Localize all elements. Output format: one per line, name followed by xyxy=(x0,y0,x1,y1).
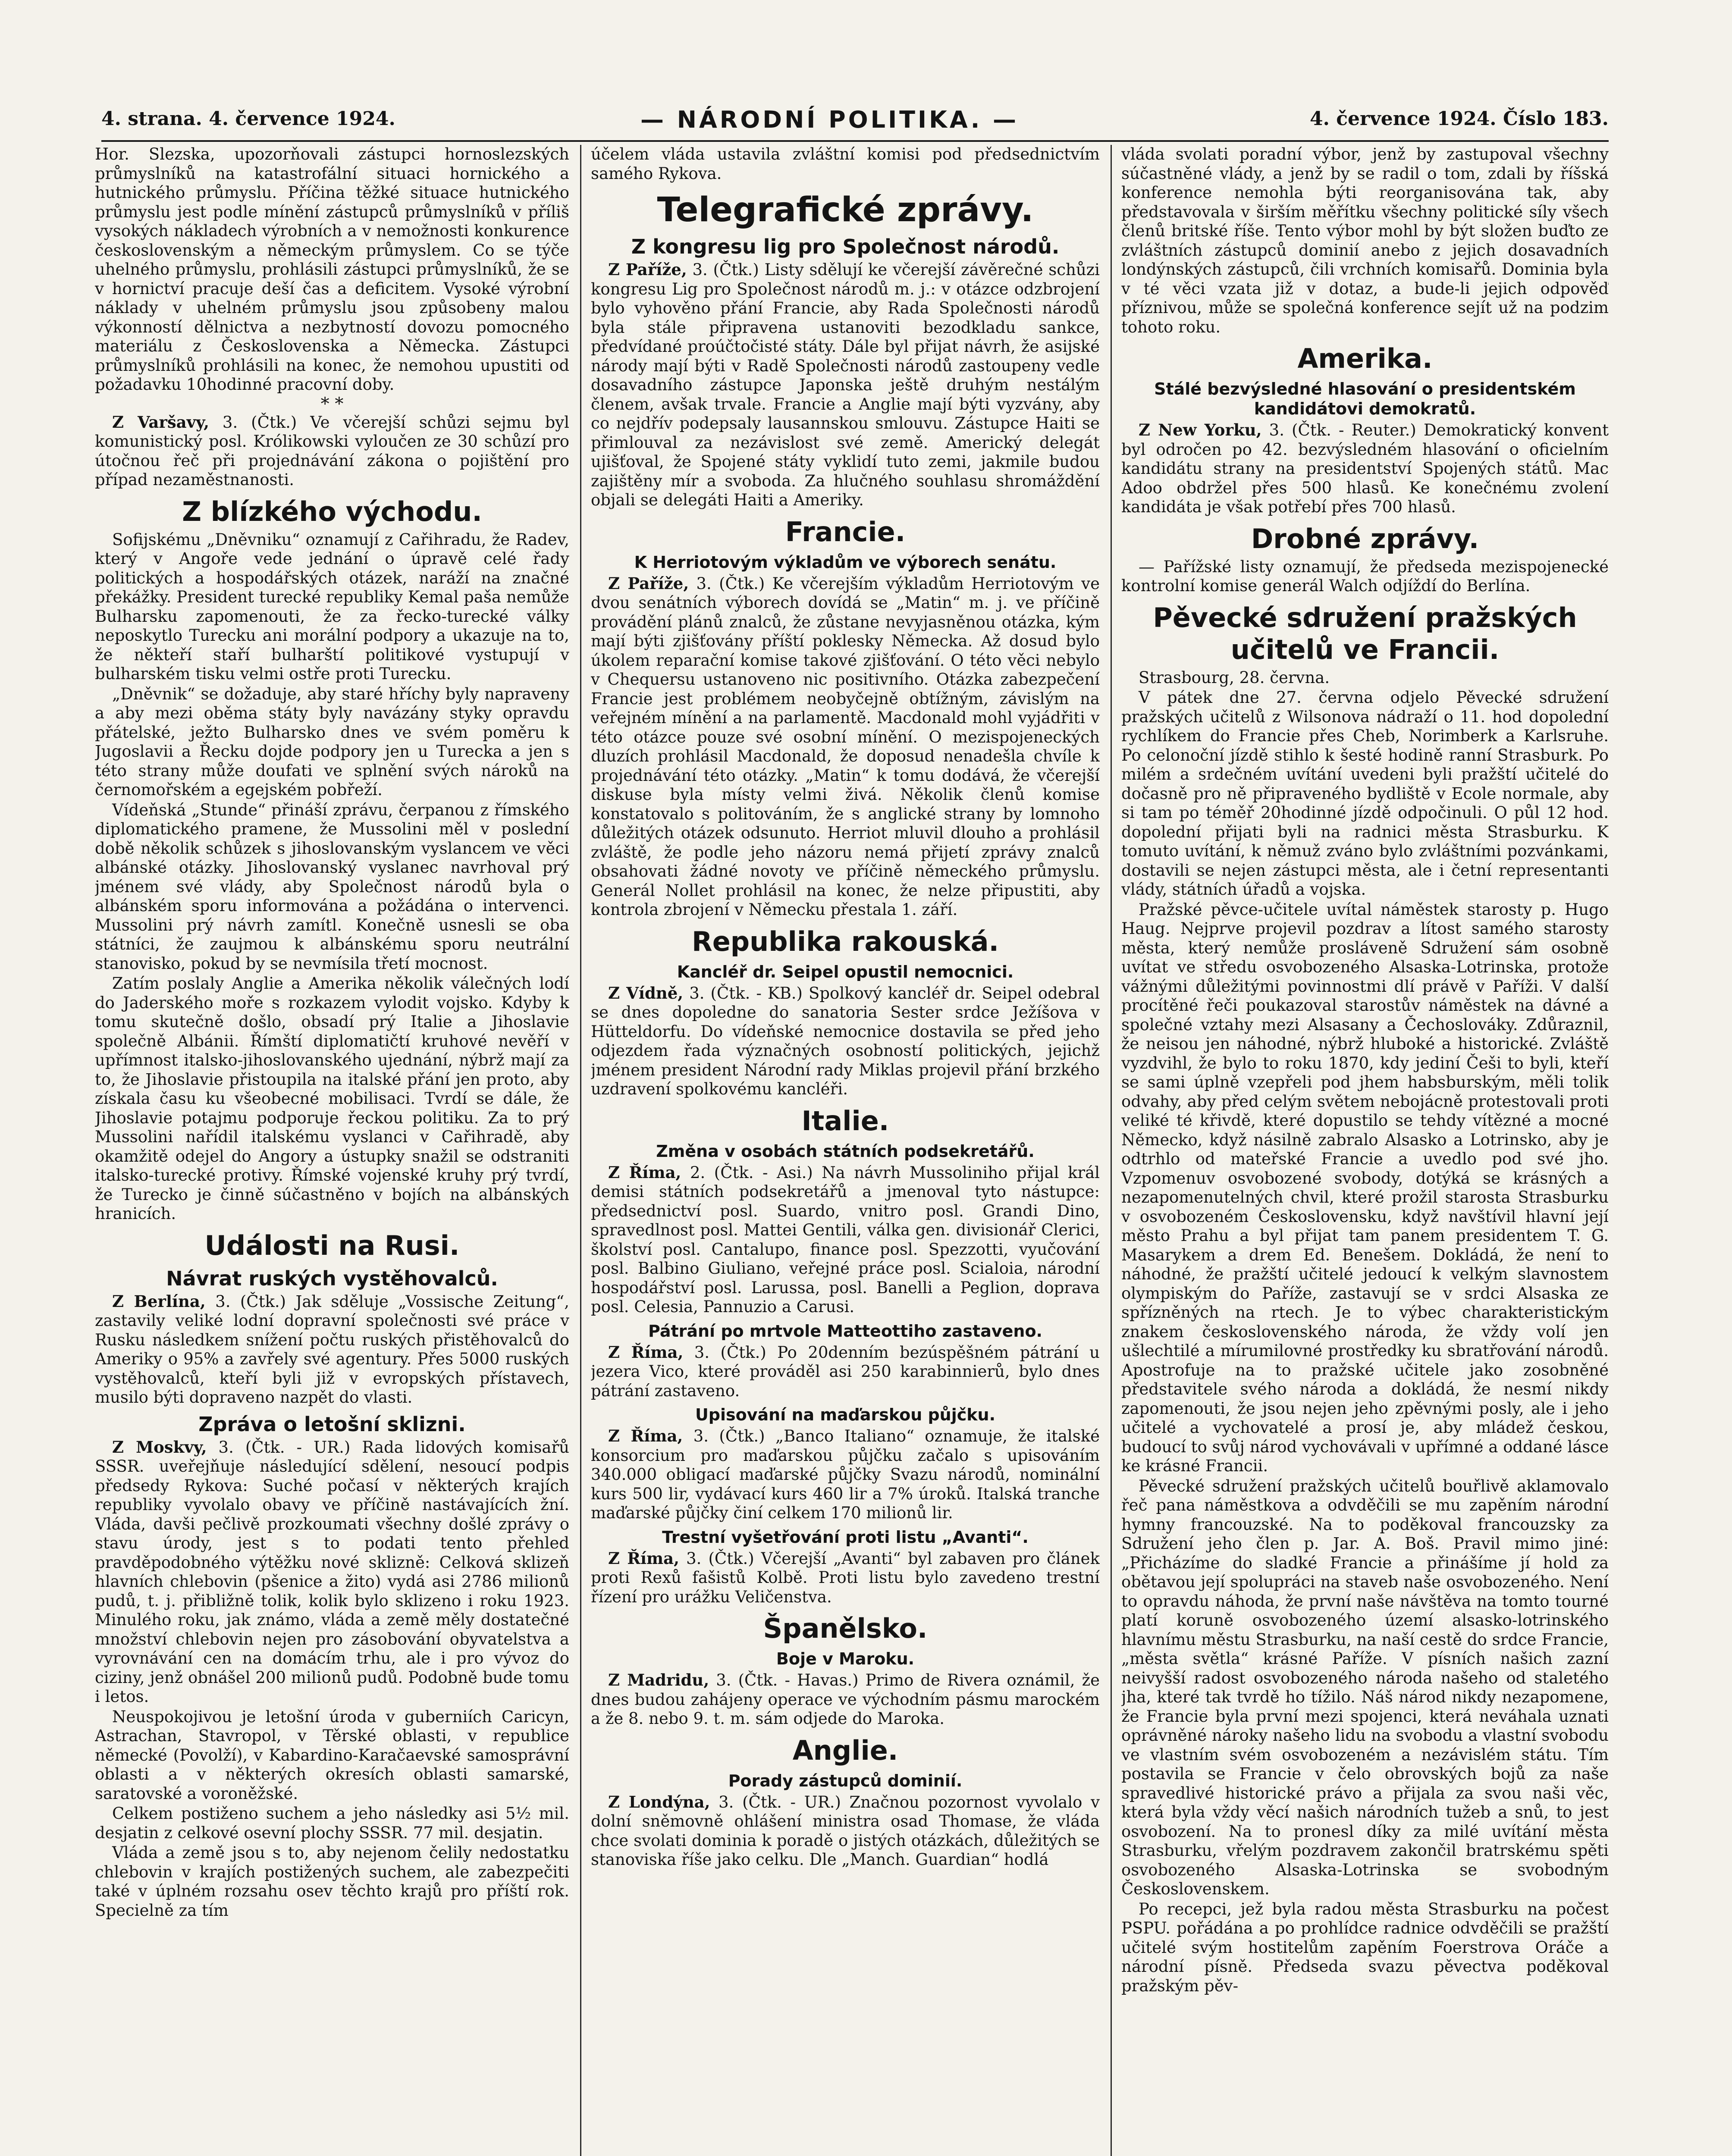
article-paragraph xyxy=(95,1804,569,1843)
paragraph-text: 3. (Čtk.) Jak sděluje „Vossische Zeitung“, zastavily veliké lodní dopravní společnosti své práce v Rusku následkem snížení počtu ruských přistěhovalců do Ameriky o 95% a zavřely své agentury. Přes 5000 ruských vystěhovalců, kteří byli již v evropských přístavech, musilo býti dopraveno nazpět do vlasti. xyxy=(95,1292,569,1407)
dateline: Z Paříže, xyxy=(608,573,689,593)
section-heading: Amerika. xyxy=(1297,343,1433,374)
section-heading: Republika rakouská. xyxy=(691,925,999,957)
dateline: Z Říma, xyxy=(608,1163,681,1182)
article-paragraph xyxy=(1121,420,1609,517)
paragraph-text: účelem vláda ustavila zvláštní komisi pod předsednictvím samého Rykova. xyxy=(591,145,1100,183)
article-paragraph xyxy=(591,1549,1100,1607)
column-2 xyxy=(591,145,1100,2156)
article-paragraph xyxy=(95,974,569,1224)
article-paragraph xyxy=(591,1426,1100,1523)
article-headline: Porady zástupců dominií. xyxy=(728,1771,963,1790)
article-paragraph xyxy=(1121,1900,1609,1996)
paragraph-text: 3. (Čtk. - UR.) Rada lidových komisařů SSSR. uveřejňuje následující sdělení, nesoucí podpis předsedy Rykova: Suché počasí v některých krajích republiky vyvolalo obavy ve příčině nastávajících žní. Vláda, davši pečlivě prozkoumati všechny došlé zprávy o stavu úrody, jest s to podati tento přehled pravděpodobného výtěžku nové sklizně: Celková sklizeň hlavních chlebovin (pšenice a žito) vydá asi 2786 milionů pudů, t. j. přibližně tolik, kolik bylo sklizeno i roku 1923. Minulého roku, jak známo, vláda a země měly dostatečné množství chlebovin nejen pro zásobování obyvatelstva a vyrovnávání cen na domácím trhu, ale i pro vývoz do ciziny, jenž obnášel 200 milionů pudů. Podobně bude tomu i letos. xyxy=(95,1438,569,1706)
section-heading: Italie. xyxy=(801,1105,889,1137)
paragraph-text: 3. (Čtk.) Ve včerejší schůzi sejmu byl komunistický posl. Królikowski vyloučen ze 30 schůzí pro útočnou řeč při projednávání zákona o pojištění pro případ nezaměstnanosti. xyxy=(95,413,569,489)
dateline: Z Říma, xyxy=(608,1426,683,1445)
article-headline: Z kongresu lig pro Společnost národů. xyxy=(631,235,1060,258)
article-headline: Pátrání po mrtvole Matteottiho zastaveno. xyxy=(648,1321,1042,1341)
article-paragraph xyxy=(1121,688,1609,899)
paragraph-text: Celkem postiženo suchem a jeho následky asi 5½ mil. desjatin z celkové osevní plochy SSSR. 77 mil. desjatin. xyxy=(95,1804,569,1842)
dateline: Z New Yorku, xyxy=(1139,420,1262,439)
article-paragraph xyxy=(95,530,569,684)
article-paragraph xyxy=(1121,558,1609,596)
paragraph-text: Strasbourg, 28. června. xyxy=(1139,668,1330,687)
article-paragraph xyxy=(591,984,1100,1099)
article-paragraph xyxy=(95,685,569,800)
article-paragraph xyxy=(591,1792,1100,1870)
paragraph-text: „Dněvnik“ se dožaduje, aby staré hříchy byly napraveny a aby mezi oběma státy byly navázány styky opravdu přátelské, ježto Bulharsko dnes ve svém poměru k Jugoslavii a Řecku dojde podpory jen u Turecka a jen s této strany může doufati ve splnění svých nároků na černomořském a egejském pobřeží. xyxy=(95,684,569,799)
column-3 xyxy=(1121,145,1609,2156)
paragraph-text: 3. (Čtk.) Včerejší „Avanti“ byl zabaven pro článek proti Rexů fašistů Kolbě. Proti listu bylo zavedeno trestní řízení pro urážku Veličenstva. xyxy=(591,1549,1100,1606)
section-heading: Francie. xyxy=(785,516,906,548)
article-paragraph xyxy=(95,1843,569,1920)
dateline: Z Říma, xyxy=(608,1548,680,1568)
section-separator: * * xyxy=(320,394,344,414)
article-paragraph xyxy=(591,145,1100,183)
section-heading: Anglie. xyxy=(792,1734,898,1766)
dateline: Z Moskvy, xyxy=(112,1437,207,1457)
dateline: Z Londýna, xyxy=(608,1792,710,1811)
article-paragraph xyxy=(591,1343,1100,1401)
paragraph-text: 3. (Čtk. - KB.) Spolkový kancléř dr. Seipel odebral se dnes dopoledne do sanatoria Sester srdce Ježíšova v Hütteldorfu. Do vídeňské nemocnice dostavila se před jeho odjezdem řada význačných osobností politických, jejichž jménem president Národní rady Miklas projevil přání brzkého uzdravení spolkovému kancléři. xyxy=(591,984,1100,1098)
paragraph-text: Po recepci, jež byla radou města Strasburku na počest PSPU. pořádána a po prohlídce radnice odvděčili se pražští učitelé svým hostitelům zapěním Foerstrova Oráče a národní písně. Předseda svazu pěvectva poděkoval pražským pěv- xyxy=(1121,1899,1609,1995)
paragraph-text: Vláda a země jsou s to, aby nejenom čelily nedostatku chlebovin v krajích postižených suchem, ale zabezpečiti také v úplném rozsahu osev těchto krajů pro příští rok. Specielně za tím xyxy=(95,1843,569,1920)
paragraph-text: 3. (Čtk.) „Banco Italiano“ oznamuje, že italské konsorcium pro maďarskou půjčku začalo s upisováním 340.000 obligací maďarské půjčky Svazu národů, nominální kurs 500 lir, vydávací kurs 460 lir a 7% úroků. Italská tranche maďarské půjčky činí celkem 170 milionů lir. xyxy=(591,1427,1100,1522)
article-paragraph xyxy=(1121,900,1609,1476)
column-divider xyxy=(580,145,581,2156)
paragraph-text: V pátek dne 27. června odjelo Pěvecké sdružení pražských učitelů z Wilsonova nádraží o 11. hod dopolední rychlíkem do Francie přes Cheb, Norimberk a Karlsruhe. Po celonoční jízdě stihlo k šesté hodině ranní Strasburk. Po milém a srdečném uvítání uvedeni byli pražští učitelé do dočasně pro ně připraveného bydliště v Ecole normale, aby si tam po téměř 20hodinné jízdě odpočinuli. O půl 12 hod. dopolední přijati byli na radnici města Strasburku. K tomuto uvítání, k němuž zváno bylo zvláštními pozvánkami, dostavili se nejen zástupci města, ale i četní representanti vlády, státních úřadů a vojska. xyxy=(1121,688,1609,899)
article-paragraph xyxy=(1121,668,1609,688)
article-paragraph xyxy=(95,1292,569,1407)
newspaper-title: — NÁRODNÍ POLITIKA. — xyxy=(640,106,1019,133)
dateline: Z Paříže, xyxy=(608,260,687,279)
article-paragraph xyxy=(95,1438,569,1707)
article-headline: Boje v Maroku. xyxy=(776,1649,915,1668)
section-heading: Telegrafické zprávy. xyxy=(657,191,1034,229)
paragraph-text: vláda svolati poradní výbor, jenž by zastupoval všechny súčastněné vlády, a jenž by se radil o tom, zdali by říšská konference nemohla býti reorganisována tak, aby představovala v širším měřítku všechny politické síly všech členů britské říše. Tento výbor mohl by být složen buďto ze zvláštních zástupců dominií anebo z jejich dosavadních londýnských zástupců, čili vrchních komisařů. Dominia byla v té věci vzata již v dotaz, a bude-li jejich odpověď příznivou, může se společná konference sejít už na podzim tohoto roku. xyxy=(1121,145,1609,336)
paragraph-text: 3. (Čtk.) Ke včerejším výkladům Herriotovým ve dvou senátních výborech dovídá se „Matin“ m. j. ve příčině provádění plánů znalců, že zůstane nevyjasněnou otázka, kým mají býti zjišťovány příští poklesky Německa. Až dosud bylo úkolem reparační komise takové zjišťování. O této věci nebylo v Chequersu ustanoveno nic positivního. Otázka zabezpečení Francie jest problémem neobyčejně obtížným, závislým na veřejném mínění a na parlamentě. Macdonald mohl vyjádřiti v této otázce pouze své osobní mínění. O mezispojeneckých dluzích prohlásil Macdonald, že doposud nenadešla chvíle k projednávání této otázky. „Matin“ k tomu dodává, že včerejší diskuse byla místy velmi živá. Několik členů komise konstatovalo s politováním, že s anglické strany by lomnoho důležitých otázek odsunuto. Herriot mluvil dlouho a prohlásil zvláště, že podle jeho názoru nemá přijetí zprávy znalců obsahovati žádné novoty ve příčině německého průmyslu. Generál Nollet prohlásil na konec, že nelze připustiti, aby kontrola zbrojení v Německu přestala 1. září. xyxy=(591,574,1100,919)
dateline: Z Madridu, xyxy=(608,1670,709,1689)
paragraph-text: Vídeňská „Stunde“ přináší zprávu, čerpanou z římského diplomatického pramene, že Mussolini měl v poslední době několik schůzek s jihoslovanským vyslancem ve věci albánské otázky. Jihoslovanský vyslanec navrhoval prý jménem své vlády, aby Společnost národů byla o albánském sporu informována a požádána o intervenci. Mussolini prý návrh zamítl. Konečně usnesli se oba státníci, že zaujmou k albánskému sporu neutrální stanovisko, pokud by se nevmísila třetí mocnost. xyxy=(95,800,569,973)
article-headline: Návrat ruských vystěhovalců. xyxy=(166,1266,498,1290)
masthead xyxy=(101,108,1609,138)
article-paragraph xyxy=(95,145,569,395)
paragraph-text: Sofijskému „Dněvniku“ oznamují z Cařihradu, že Radev, který v Angoře vede jednání o úpravě celé řady politických a hospodářských otázek, naráží na značné překážky. President turecké republiky Kemal paša nemůže Bulharsku zapomenouti, že za řecko-turecké války neposkytlo Turecku ani morální podpory a ukazuje na to, že někteří staří bulharští politikové vystupují v bulharském tisku velmi ostře proti Turecku. xyxy=(95,530,569,683)
article-paragraph xyxy=(95,801,569,974)
article-paragraph xyxy=(591,1163,1100,1317)
article-paragraph xyxy=(1121,145,1609,337)
paragraph-text: 3. (Čtk.) Listy sdělují ke včerejší závěrečné schůzi kongresu Lig pro Společnost národů m. j.: v otázce odzbrojení bylo vyhověno přání Francie, aby Rada Společnosti národů byla stále připravena ustanoviti bezodkladu sankce, předvídané proúčtočisté státy. Dále byl přijat návrh, že asijské národy mají býti v Radě Společnosti národů zastoupeny vedle dosavadního zástupce Japonska ještě druhým nestálým členem, avšak trvale. Francie a Anglie mají býti vyzvány, aby co nejdřív podepsaly lausannskou smlouvu. Zástupce Haiti se přimlouval za nezávislost své země. Americký delegát ujišťoval, že Spojené státy vyklidí tuto zemi, jakmile budou zajištěny mír a svoboda. Za hlučného souhlasu shromáždění objali se delegáti Haiti a Ameriky. xyxy=(591,260,1100,509)
article-paragraph xyxy=(591,260,1100,510)
header-rule xyxy=(101,140,1609,142)
article-headline: Kancléř dr. Seipel opustil nemocnici. xyxy=(677,962,1014,981)
issue-number: 4. července 1924. Číslo 183. xyxy=(1309,108,1609,130)
paragraph-text: 2. (Čtk. - Asi.) Na návrh Mussoliniho přijal král demisi státních podsekretářů a jmenoval tyto nástupce: předsednictví posl. Suardo, vnitro posl. Grandi Dino, spravedlnost posl. Mattei Gentili, válka gen. divisionář Clerici, školství posl. Cantalupo, finance posl. Spezzotti, vyučování posl. Balbino Giuliano, veřejné práce posl. Scialoia, národní hospodářství posl. Larussa, posl. Banelli a Peglion, doprava posl. Celesia, Pannuzio a Carusi. xyxy=(591,1163,1100,1316)
paragraph-text: 3. (Čtk. - UR.) Značnou pozornost vyvolalo v dolní sněmovně ohlášení ministra osad Thomase, že vláda chce svolati dominia k poradě o jistých otázkách, důležitých se stanoviska říše jako celku. Dle „Manch. Guardian“ hodlá xyxy=(591,1792,1100,1869)
dateline: Z Říma, xyxy=(608,1342,684,1362)
section-heading: Pěvecké sdružení pražských učitelů ve Francii. xyxy=(1153,602,1577,665)
paragraph-text: Pražské pěvce-učitele uvítal náměstek starosty p. Hugo Haug. Nejprve projevil pozdrav a lítost samého starosty města, který nemůže prosláveně Sdružení sám osobně uvítat ve středu osvobozeného Alsaska-Lotrinska, protože vážnými důležitými povinnostmi dlí právě v Paříži. V další procítěné řeči poukazoval starostův náměstek na dávné a společné vztahy mezi Alsasany a Čechoslováky. Zdůraznil, že neisou jen náhodné, nýbrž hluboké a historické. Zvláště vyzdvihl, že bylo to roku 1870, kdy jediní Češi to byli, kteří se sami úplně vzepřeli pod jhem habsburským, měli tolik odvahy, aby před celým světem nebojácně protestovali proti veliké té křivdě, které dopustilo se tehdy vítězné a mocné Německo, když násilně zabralo Alsasko a Lotrinsko, aby je odtrhlo od mateřské Francie a uvedlo pod své jho. Vzpomenuv osvobozené svobody, dotýká se krásných a nezapomenutelných chvil, které prožil starosta Strasburku v osvobozeném Československu, když navštívil hlavní její město Prahu a byl přijat tam panem presidentem T. G. Masarykem a drem Ed. Benešem. Dokládá, že není to náhodné, že pražští učitelé jedoucí k velkým slavnostem olympiským do Paříže, zastavují se v srdci Alsaska ze spřízněných na rtech. Je to výbec charakteristickým znakem československého národa, že vždy volí jen ušlechtilé a mírumilovné prostředky ku sbratřování národů. Apostrofuje na to pražské učitele jako zosobněné představitele svého národa a dokládá, že nesmí nikdy zapomenouti, že jsou nejen jeho zpěvnými posly, ale i jeho učitelé a vychovatelé a prosí je, aby mládež českou, budoucí to svůj národ vychovávali v upřímné a oddané lásce ke krásné Francii. xyxy=(1121,900,1609,1475)
article-paragraph xyxy=(95,1708,569,1804)
dateline: Z Varšavy, xyxy=(112,412,209,432)
article-headline: K Herriotovým výkladům ve výborech senátu. xyxy=(634,552,1057,572)
paragraph-text: Neuspokojivou je letošní úroda v guberniích Caricyn, Astrachan, Stavropol, v Těrské oblasti, v republice německé (Povolží), v Kabardino-Karačaevské samosprávní oblasti a v některých okresích oblasti samarské, saratovské a voroněžské. xyxy=(95,1707,569,1803)
page-number-date: 4. strana. 4. července 1924. xyxy=(101,108,395,130)
article-headline: Změna v osobách státních podsekretářů. xyxy=(656,1141,1035,1161)
section-heading: Drobné zprávy. xyxy=(1251,523,1479,555)
section-heading: Události na Rusi. xyxy=(204,1229,460,1261)
article-paragraph xyxy=(1121,1477,1609,1899)
article-paragraph xyxy=(95,413,569,490)
article-headline: Zpráva o letošní sklizni. xyxy=(198,1412,466,1436)
article-paragraph xyxy=(591,574,1100,920)
column-divider xyxy=(1111,145,1112,2156)
paragraph-text: Zatím poslaly Anglie a Amerika několik válečných lodí do Jaderského moře s rozkazem vylodit vojsko. Kdyby k tomu skutečně došlo, obsadí prý Italie a Jihoslavie společně Albánii. Římští diplomatičtí kruhové nevěří v upřímnost italsko-jihoslovanského ujednání, nýbrž mají za to, že Jihoslavie přistoupila na italské přání jen proto, aby získala času ku všeobecné mobilisaci. Tvrdí se dále, že Jihoslavie potajmu podporuje řeckou politiku. Za to prý Mussolini nařídil italskému vyslanci v Cařihradě, aby okamžitě odejel do Angory a ústupky snažil se odstraniti italsko-turecké protivy. Římské vojenské kruhy prý tvrdí, že Turecko je činně súčastněno v bojích na albánských hranicích. xyxy=(95,974,569,1223)
dateline: Z Vídně, xyxy=(608,983,684,1003)
section-heading: Španělsko. xyxy=(763,1613,928,1644)
paragraph-text: 3. (Čtk. - Havas.) Primo de Rivera oznámil, že dnes budou zahájeny operace ve východním pásmu marockém a že 8. nebo 9. t. m. sám odjede do Maroka. xyxy=(591,1671,1100,1728)
article-headline: Stálé bezvýsledné hlasování o presidentském kandidátovi demokratů. xyxy=(1154,379,1576,418)
paragraph-text: 3. (Čtk. - Reuter.) Demokratický konvent byl odročen po 42. bezvýsledném hlasování o oficielním kandidátu strany na presidentství Spojených států. Mac Adoo obdržel přes 500 hlasů. Ke konečnému zvolení kandidáta je však potřebí přes 700 hlasů. xyxy=(1121,421,1609,516)
dateline: Z Berlína, xyxy=(112,1291,206,1311)
paragraph-text: Pěvecké sdružení pražských učitelů bouřlivě aklamovalo řeč pana náměstkova a odvděčili se mu zapěním národní hymny francouzské. Na to poděkoval francouzsky za Sdružení jeho člen p. Jar. A. Boš. Pravil mimo jiné: „Přicházíme do sladké Francie a přinášíme jí hold za obětavou její spolupráci na staveb naše osvobozeného. Není to opravdu náhoda, že první naše návštěva na tomto tourné platí koruně osvobozeného území alsasko-lotrinského hlavnímu městu Strasburku, na naší cestě do srdce Francie, „města světla“ krásné Paříže. V písních našich zazní neivyšší radost osvobozeného národa našeho od staletého jha, které tak tvrdě ho tížilo. Náš národ nikdy nezapomene, že Francie byla první mezi spojenci, která neváhala uznati oprávněné nároky našeho lidu na svobodu a vlastní svobodu ve vlastním svém osvobozeném a nezávislém státu. Tím postavila se Francie v čelo obrovských bojů za naše spravedlivé historické právo a přijala za svou naši věc, která byla vždy věcí našich národních tužeb a snů, to jest osvobození. Na to pronesl díky za milé uvítání města Strasburku, vřelým pozdravem zakončil bratrskému spěti osvobozeného Alsaska-Lotrinska se svobodným Československem. xyxy=(1121,1476,1609,1898)
article-headline: Upisování na maďarskou půjčku. xyxy=(695,1405,996,1424)
paragraph-text: 3. (Čtk.) Po 20denním bezúspěšném pátrání u jezera Vico, které prováděl asi 250 karabinnierů, bylo dnes pátrání zastaveno. xyxy=(591,1343,1100,1400)
column-1 xyxy=(95,145,569,2156)
paragraph-text: Hor. Slezska, upozorňovali zástupci hornoslezských průmyslníků na katastrofální situaci hornického a hutnického průmyslu. Příčina těžké situace hutnického průmyslu jest podle mínění zástupců průmyslníků v příliš vysokých nákladech výrobních a v nemožnosti konkurence československým a německým průmyslem. Co se týče uhelného průmyslu, prohlásili zástupci průmyslníků, že se v hornictví pracuje deší čas a deficitem. Vysoké výrobní náklady v uhelném průmyslu jsou způsobeny malou výkonností dělnictva a nezbytností dovozu pomocného materiálu z Československa a Německa. Zástupci průmyslníků prohlásili na konec, že nemohou upustiti od požadavku 10hodinné pracovní doby. xyxy=(95,145,569,394)
article-headline: Trestní vyšetřování proti listu „Avanti“. xyxy=(662,1527,1029,1547)
section-heading: Z blízkého východu. xyxy=(182,495,482,527)
article-paragraph xyxy=(591,1670,1100,1729)
paragraph-text: — Pařížské listy oznamují, že předseda mezispojenecké kontrolní komise generál Walch odjíždí do Berlína. xyxy=(1121,557,1609,595)
